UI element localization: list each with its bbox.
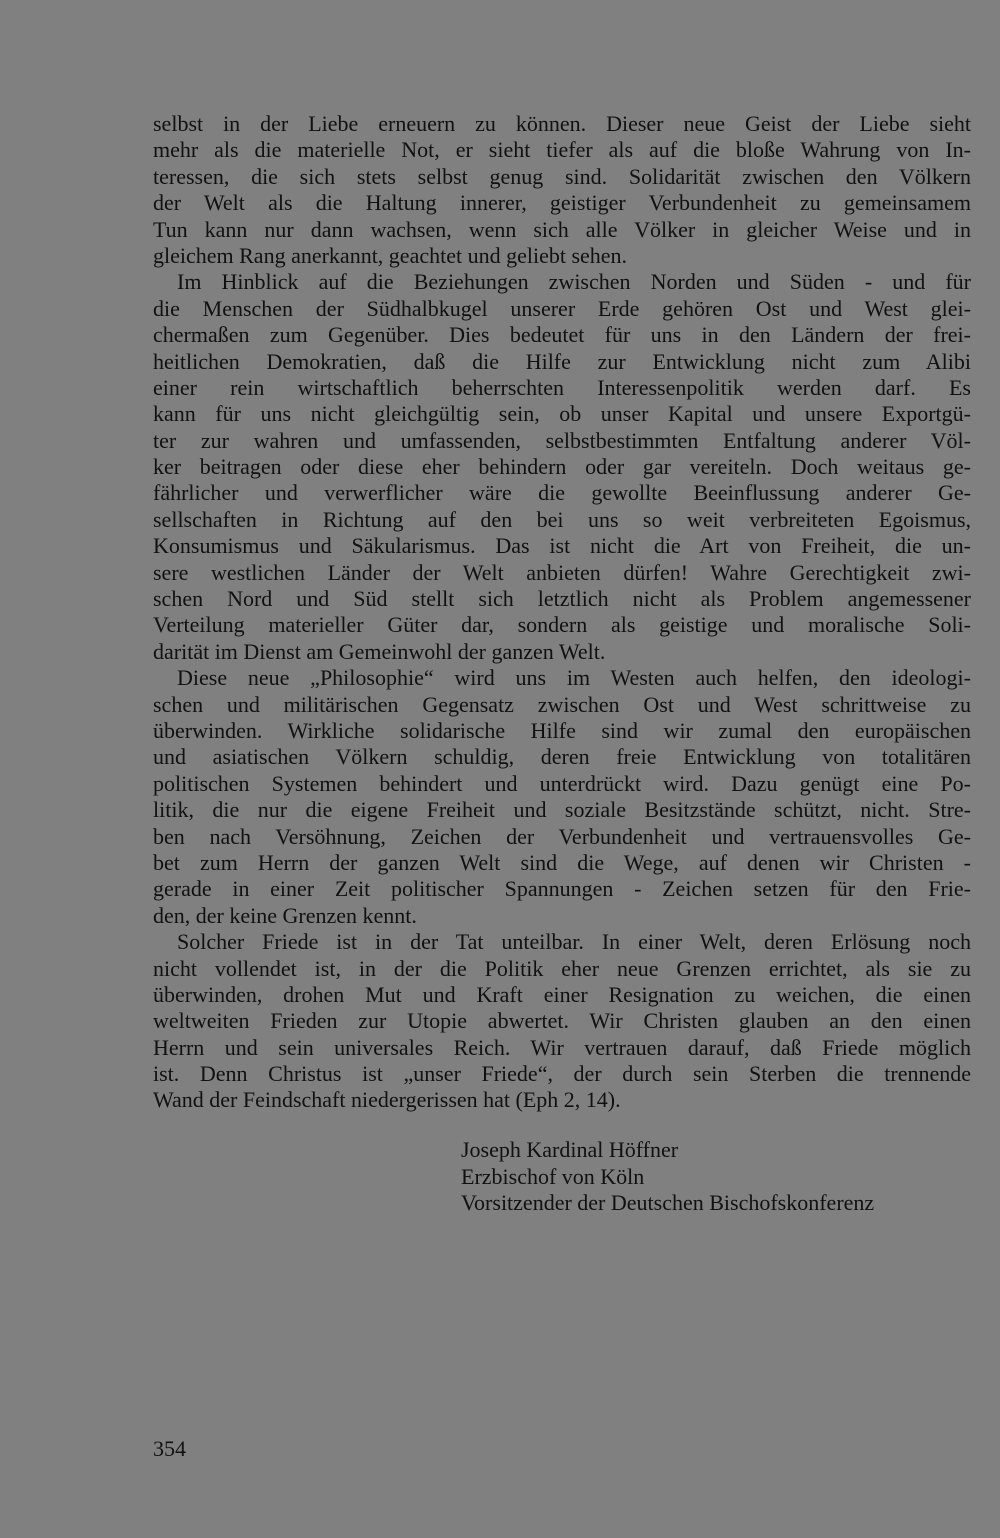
text-line: und asiatischen Völkern schuldig, deren freie Entwicklung von totalitären	[153, 744, 971, 770]
paragraph	[153, 929, 971, 1114]
text-line: gerade in einer Zeit politischer Spannungen - Zeichen setzen für den Frie-	[153, 876, 971, 902]
text-line: überwinden, drohen Mut und Kraft einer Resignation zu weichen, die einen	[153, 981, 971, 1007]
text-line: Konsumismus und Säkularismus. Das ist nicht die Art von Freiheit, die un-	[153, 533, 971, 559]
signature-role: Vorsitzender der Deutschen Bischofskonferenz	[461, 1190, 875, 1215]
text-line: der Welt als die Haltung innerer, geistiger Verbundenheit zu gemeinsamem	[153, 190, 971, 216]
text-line: Solcher Friede ist in der Tat unteilbar. In einer Welt, deren Erlösung noch	[177, 929, 971, 955]
text-line: einer rein wirtschaftlich beherrschten Interessenpolitik werden darf. Es	[153, 374, 971, 400]
text-line: fährlicher und verwerflicher wäre die gewollte Beeinflussung anderer Ge-	[153, 480, 971, 506]
text-line: ter zur wahren und umfassenden, selbstbestimmten Entfaltung anderer Völ-	[153, 427, 971, 453]
text-line: ker beitragen oder diese eher behindern oder gar vereiteln. Doch weitaus ge-	[153, 454, 971, 480]
text-line: Wand der Feindschaft niedergerissen hat (Eph 2, 14).	[153, 1087, 621, 1113]
body-text	[153, 111, 971, 1114]
text-line: teressen, die sich stets selbst genug sind. Solidarität zwischen den Völkern	[153, 163, 971, 189]
text-line: Herrn und sein universales Reich. Wir vertrauen darauf, daß Friede möglich	[153, 1034, 971, 1060]
text-line: schen und militärischen Gegensatz zwischen Ost und West schrittweise zu	[153, 691, 971, 717]
text-line: schen Nord und Süd stellt sich letztlich nicht als Problem angemessener	[153, 586, 971, 612]
text-line: heitlichen Demokratien, daß die Hilfe zur Entwicklung nicht zum Alibi	[153, 348, 971, 374]
text-line: ist. Denn Christus ist „unser Friede“, der durch sein Sterben die trennende	[153, 1061, 971, 1087]
text-line: Im Hinblick auf die Beziehungen zwischen Norden und Süden - und für	[177, 269, 971, 295]
text-line: kann für uns nicht gleichgültig sein, ob unser Kapital und unsere Exportgü-	[153, 401, 971, 427]
text-line: weltweiten Frieden zur Utopie abwertet. Wir Christen glauben an den einen	[153, 1008, 971, 1034]
text-line: selbst in der Liebe erneuern zu können. Dieser neue Geist der Liebe sieht	[153, 111, 971, 136]
text-line: überwinden. Wirkliche solidarische Hilfe sind wir zumal den europäischen	[153, 717, 971, 743]
signature-name: Joseph Kardinal Höffner	[461, 1137, 679, 1162]
text-line: Verteilung materieller Güter dar, sondern als geistige und moralische Soli-	[153, 612, 971, 638]
text-line: darität im Dienst am Gemeinwohl der ganzen Welt.	[153, 638, 606, 664]
text-line: die Menschen der Südhalbkugel unserer Erde gehören Ost und West glei-	[153, 295, 971, 321]
signature-block	[461, 1137, 981, 1217]
text-line: nicht vollendet ist, in der die Politik eher neue Grenzen errichtet, als sie zu	[153, 955, 971, 981]
text-line: politischen Systemen behindert und unterdrückt wird. Dazu genügt eine Po-	[153, 770, 971, 796]
paragraph	[153, 665, 971, 929]
text-line: Diese neue „Philosophie“ wird uns im Westen auch helfen, den ideologi-	[177, 665, 971, 691]
paragraph	[153, 269, 971, 665]
text-line: litik, die nur die eigene Freiheit und soziale Besitzstände schützt, nicht. Stre-	[153, 797, 971, 823]
text-line: den, der keine Grenzen kennt.	[153, 902, 417, 928]
text-line: sere westlichen Länder der Welt anbieten dürfen! Wahre Gerechtigkeit zwi-	[153, 559, 971, 585]
page-number: 354	[153, 1436, 186, 1461]
paragraph	[153, 111, 971, 269]
text-line: bet zum Herrn der ganzen Welt sind die Wege, auf denen wir Christen -	[153, 849, 971, 875]
text-line: mehr als die materielle Not, er sieht tiefer als auf die bloße Wahrung von In-	[153, 137, 971, 163]
text-line: gleichem Rang anerkannt, geachtet und geliebt sehen.	[153, 242, 628, 268]
signature-title: Erzbischof von Köln	[461, 1163, 645, 1189]
text-line: sellschaften in Richtung auf den bei uns so weit verbreiteten Egoismus,	[153, 506, 971, 532]
text-line: ben nach Versöhnung, Zeichen der Verbundenheit und vertrauensvolles Ge-	[153, 823, 971, 849]
text-line: Tun kann nur dann wachsen, wenn sich alle Völker in gleicher Weise und in	[153, 216, 971, 242]
text-line: chermaßen zum Gegenüber. Dies bedeutet für uns in den Ländern der frei-	[153, 322, 971, 348]
